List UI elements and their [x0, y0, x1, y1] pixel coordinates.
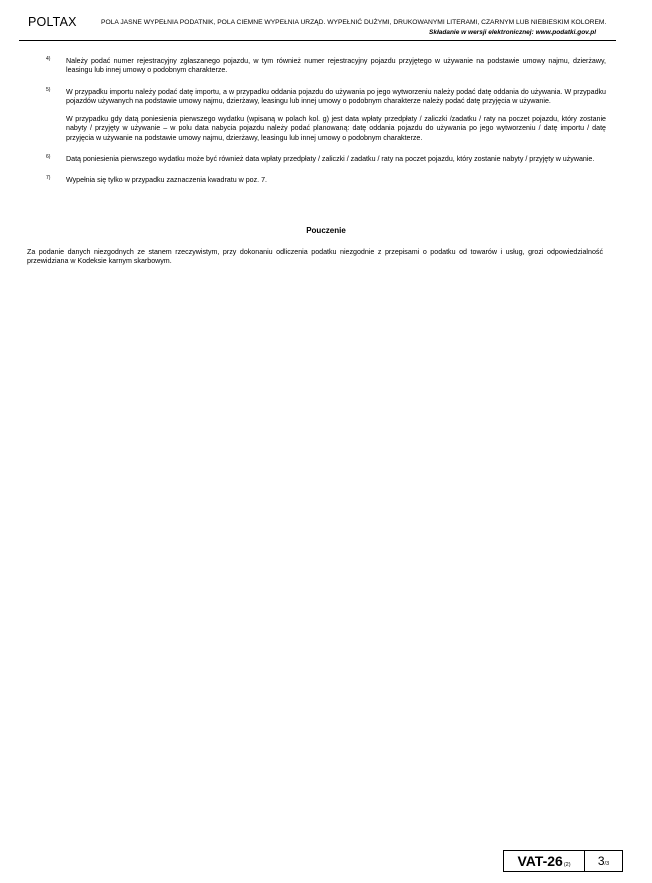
footnote-text: Należy podać numer rejestracyjny zgłaszanego pojazdu, w tym również numer rejestracyjny pojazdu przyjętego w używanie na podstawie umowy najmu, dzierżawy, leasingu lub innej umowy o podobnym charakterze.	[66, 57, 606, 75]
header-divider	[19, 40, 616, 41]
footnote-text: W przypadku gdy datą poniesienia pierwszego wydatku (wpisaną w polach kol. g) jest data wpłaty przedpłaty / zaliczki /zadatku / raty na poczet pojazdu, który zostanie nabyty / przyjęty w używanie – w polu data nabycia pojazdu należy podać planowaną: datę oddania pojazdu do używania po jego wytworzeniu / datę importu / datę przyjęcia w używanie na podstawie umowy najmu, dzierżawy, leasingu lub innej umowy o podobnym charakterze.	[66, 115, 606, 142]
footnote-text: W przypadku importu należy podać datę importu, a w przypadku oddania pojazdu do używania po jego wytworzeniu należy podać datę oddania do używania. W przypadku pojazdów używanych na podstawie umowy najmu, dzierżawy, leasingu lub innej umowy o podobnym charakterze należy podać datę przyjęcia w używanie.	[66, 87, 606, 105]
page-header	[28, 14, 616, 40]
pouczenie-title: Pouczenie	[306, 226, 346, 235]
poltax-logo: POLTAX	[28, 15, 77, 29]
footnote-number: 4)	[46, 56, 51, 62]
footnotes-section	[46, 57, 606, 198]
form-code-box	[504, 851, 585, 871]
footnote-5	[46, 88, 606, 143]
footnote-number: 5)	[46, 86, 51, 93]
footnote-6	[46, 155, 606, 164]
electronic-submission-note: Składanie w wersji elektronicznej: www.podatki.gov.pl	[429, 29, 596, 36]
page-number: 3	[597, 854, 605, 868]
page-number-box	[585, 851, 622, 871]
fill-instructions: POLA JASNE WYPEŁNIA PODATNIK, POLA CIEMNE WYPEŁNIA URZĄD. WYPEŁNIĆ DUŻYMI, DRUKOWANYMI LITERAMI, CZARNYM LUB NIEBIESKIM KOLOREM.	[101, 19, 607, 26]
form-version: (2)	[563, 862, 571, 868]
footnote-text: Wypełnia się tylko w przypadku zaznaczenia kwadratu w poz. 7.	[66, 176, 268, 185]
footnote-number: 7)	[46, 175, 51, 182]
footnote-7	[46, 176, 606, 185]
footnote-number: 6)	[46, 154, 51, 161]
footnote-4	[46, 57, 606, 76]
form-code: VAT-26	[517, 853, 563, 869]
pouczenie-text: Za podanie danych niezgodnych ze stanem rzeczywistym, przy dokonaniu odliczenia podatku niezgodnie z przepisami o podatku od towarów i usług, grozi odpowiedzialność przewidziana w Kodeksie karnym skarbowym.	[27, 248, 603, 266]
page-total: /3	[604, 861, 610, 867]
footnote-text: Datą poniesienia pierwszego wydatku może być również data wpłaty przedpłaty / zaliczki / zadatku / raty na poczet pojazdu, który zostanie nabyty / przyjęty w używanie.	[66, 155, 595, 164]
form-footer	[503, 850, 623, 872]
